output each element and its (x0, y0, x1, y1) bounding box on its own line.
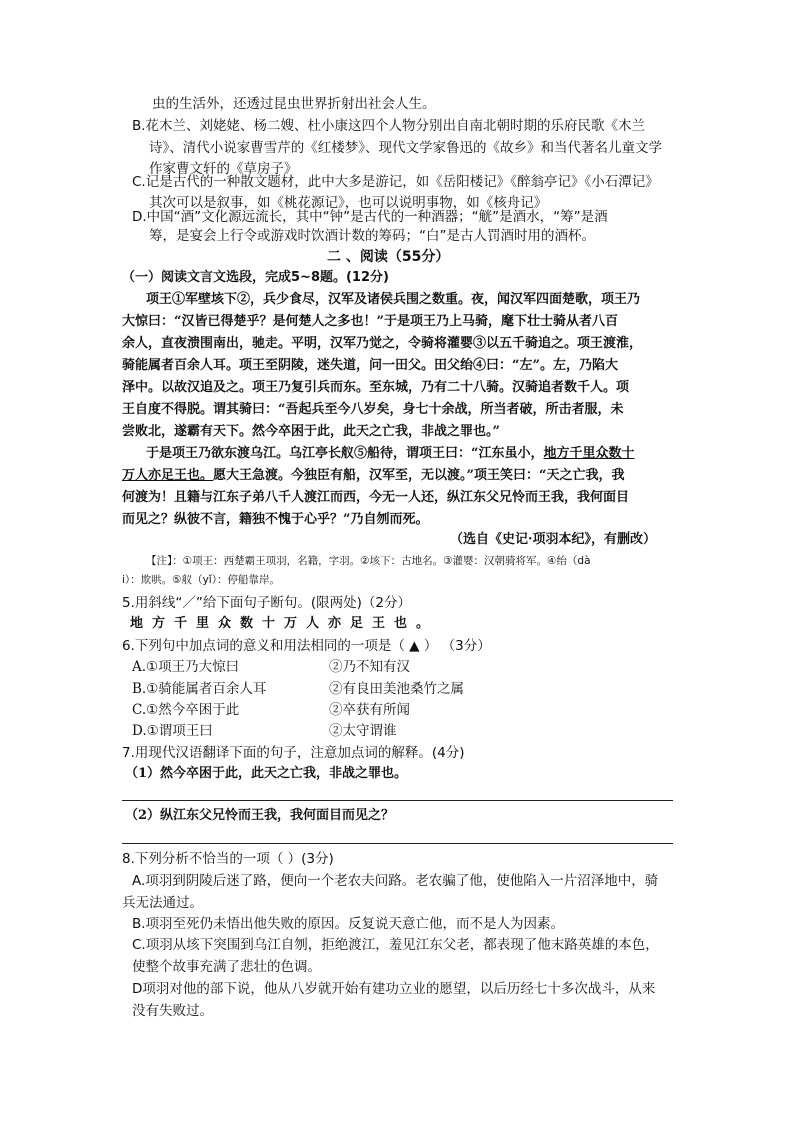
q5-sentence: 地方千里众数十万人亦足王也。 (130, 616, 439, 631)
passage2-cont: 愿大王急渡。今独臣有船，汉军至，无以渡。”项王笑曰：“天之亡我，我 (213, 468, 625, 483)
notes-line2: i）：欺哄。⑤舣（yǐ）：停船靠岸。 (122, 574, 280, 586)
q8-option-d-line2: 没有失败过。 (132, 1003, 213, 1019)
q7-title: 7.用现代汉语翻译下面的句子，注意加点词的解释。(4分) (122, 745, 465, 761)
q8-option-c-line1: C.项羽从垓下突围到乌江自刎，拒绝渡江，羞见江东父老，都表现了他末路英雄的本色， (132, 937, 659, 953)
q6-option-a-left: A.①项王乃大惊曰 (132, 659, 240, 675)
q6-option-d-right: ②太守谓谁 (329, 723, 397, 739)
option-a-continuation: 虫的生活外，还透过昆虫世界折射出社会人生。 (152, 96, 436, 112)
passage-line: 何渡为！且籍与江东子弟八千人渡江而西，今无一人还，纵江东父兄怜而王我，我何面目 (122, 490, 630, 505)
passage-source: （选自《史记·项羽本纪》，有删改） (450, 532, 657, 547)
option-d-line2: 筹，是宴会上行令或游戏时饮酒计数的筹码；“白”是古人罚酒时用的酒杯。 (149, 228, 595, 244)
passage-line: 大惊曰：“汉皆已得楚乎？是何楚人之多也！”于是项王乃上马骑，麾下壮士骑从者八百 (122, 314, 618, 329)
q8-option-c-line2: 使整个故事充满了悲壮的色调。 (132, 959, 321, 975)
q7-item1: （1）然今卒困于此，此天之亡我，非战之罪也。 (125, 766, 408, 781)
q6-option-c-left: C.①然今卒困于此 (132, 702, 240, 718)
q8-title: 8.下列分析不恰当的一项（ ）(3分) (122, 851, 334, 867)
passage2-line2 (122, 466, 624, 486)
passage-line: 泽中。以故汉追及之。项王乃复引兵而东。至东城，乃有二十八骑。汉骑追者数千人。项 (122, 380, 630, 395)
q6-option-b-left: B.①骑能属者百余人耳 (132, 681, 267, 697)
part1-title: （一）阅读文言文选段，完成5~8题。(12分) (122, 270, 389, 285)
q6-option-a-right: ②乃不知有汉 (329, 659, 410, 675)
q5-title: 5.用斜线“／”给下面句子断句。(限两处)（2分） (122, 595, 411, 611)
passage-line: 余人，直夜溃围南出，驰走。平明，汉军乃觉之，令骑将灌婴③以五千骑追之。项王渡淮， (122, 336, 643, 351)
option-c-line2: 其次可以是叙事，如《桃花源记》，也可以说明事物，如《核舟记》 (149, 195, 548, 211)
passage-line: 而见之？纵彼不言，籍独不愧于心乎？”乃自刎而死。 (122, 512, 429, 527)
section-title: 二 、阅读（55分） (327, 249, 450, 265)
passage-line: 骑能属者百余人耳。项王至阴陵，迷失道，问一田父。田父绐④曰：“左”。左，乃陷大 (122, 358, 618, 373)
answer-line[interactable] (122, 800, 673, 801)
passage-line: 王自度不得脱。谓其骑曰：“吾起兵至今八岁矣，身七十余战，所当者破，所击者服，未 (122, 402, 624, 417)
q8-option-a-line1: A.项羽到阴陵后迷了路，便向一个老农夫问路。老农骗了他，使他陷入一片沼泽地中，骑 (132, 873, 659, 889)
passage2-start: 于是项王乃欲东渡乌江。乌江亭长舣⑤船待，谓项王曰：“江东虽小， (146, 446, 544, 461)
option-d-line1: D.中国“酒”文化源远流长，其中“钟”是古代的一种酒器；“觥”是酒水，“筹”是酒 (132, 209, 608, 225)
q8-option-a-line2: 兵无法通过。 (122, 895, 203, 911)
passage-line: 项王①军壁垓下②，兵少食尽，汉军及诸侯兵围之数重。夜，闻汉军四面楚歌，项王乃 (146, 292, 641, 307)
passage2-underlined-cont: 万人亦足王也。 (122, 468, 214, 483)
q6-option-c-right: ②卒获有所闻 (329, 702, 410, 718)
q8-option-b: B.项羽至死仍未悟出他失败的原因。反复说天意亡他，而不是人为因素。 (132, 916, 565, 932)
q6-option-d-left: D.①谓项王曰 (132, 723, 213, 739)
answer-line[interactable] (122, 843, 673, 844)
passage2-line1 (146, 444, 635, 464)
q7-item2: （2）纵江东父兄怜而王我，我何面目而见之？ (125, 808, 395, 823)
option-b-line3: 作家曹文轩的《草房子》 (149, 161, 298, 177)
q8-option-d-line1: D项羽对他的部下说，他从八岁就开始有建功立业的愿望，以后历经七十多次战斗，从来 (132, 981, 656, 997)
passage-line: 尝败北，遂霸有天下。然今卒困于此，此天之亡我，非战之罪也。” (122, 424, 500, 439)
q6-title: 6.下列句中加点词的意义和用法相同的一项是（ ▲ ） （3分） (122, 638, 491, 654)
passage2-underlined: 地方千里众数十 (543, 446, 635, 461)
option-b-line2: 诗》、清代小说家曹雪芹的《红楼梦》、现代文学家鲁迅的《故乡》和当代著名儿童文学 (149, 140, 662, 156)
option-b-line1: B.花木兰、刘姥姥、杨二嫂、杜小康这四个人物分别出自南北朝时期的乐府民歌《木兰 (132, 118, 646, 134)
option-c-line1: C.记是古代的一种散文题材，此中大多是游记，如《岳阳楼记》《醉翁亭记》《小石潭记》 (132, 174, 659, 190)
q6-option-b-right: ②有良田美池桑竹之属 (329, 681, 464, 697)
notes-line1: 【注】：①项王：西楚霸王项羽，名籍，字羽。②垓下：古地名。③灌婴：汉朝骑将军。④绐（dà (146, 555, 591, 567)
